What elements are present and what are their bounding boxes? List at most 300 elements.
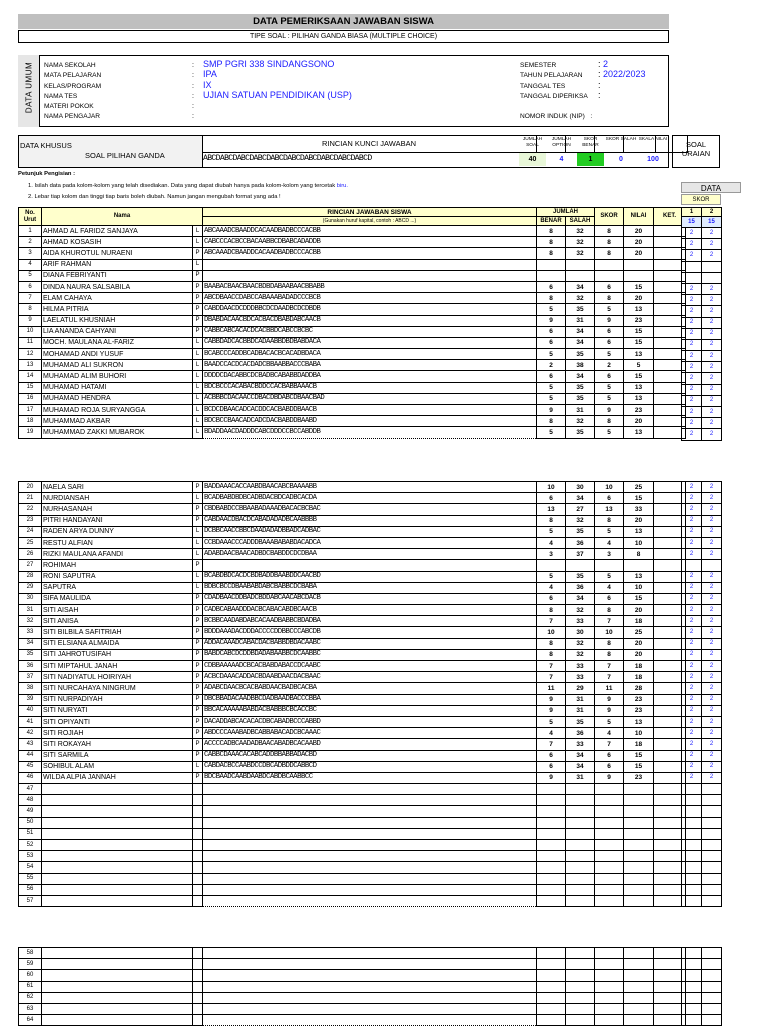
- student-name[interactable]: RADEN ARYA DUNNY: [42, 526, 193, 537]
- uraian-score-1[interactable]: 2: [682, 694, 702, 705]
- uraian-score-1[interactable]: [682, 560, 702, 571]
- uraian-score-2[interactable]: [702, 806, 722, 817]
- student-answers[interactable]: DBCBBADACAADBBCDADBAADBACCCBBA: [203, 694, 537, 705]
- uraian-score-1[interactable]: 2: [682, 683, 702, 694]
- student-gender[interactable]: P: [193, 560, 203, 571]
- student-gender[interactable]: L: [193, 237, 203, 248]
- uraian-score-2[interactable]: 2: [702, 616, 722, 627]
- uraian-score-1[interactable]: 2: [682, 772, 702, 783]
- v-jumlah-option[interactable]: 4: [559, 156, 564, 163]
- student-gender[interactable]: L: [193, 337, 203, 348]
- student-gender[interactable]: [193, 873, 203, 884]
- student-answers[interactable]: BAADCCACDCACDADCBBAABBACCCBABA: [203, 360, 537, 371]
- student-name[interactable]: AIDA KHUROTUL NURAENI: [42, 248, 193, 259]
- student-answers[interactable]: [203, 895, 537, 906]
- student-name[interactable]: DIANA FEBRIYANTI: [42, 270, 193, 281]
- uraian-score-2[interactable]: [702, 862, 722, 873]
- student-answers[interactable]: ABDCCCAAABADBCABBABACADCBCAAAC: [203, 728, 537, 739]
- student-name[interactable]: SITI JAHROTUSIFAH: [42, 649, 193, 660]
- student-answers[interactable]: ADDACAAADCABACDACBABBDBDACAABC: [203, 638, 537, 649]
- uraian-score-1[interactable]: [682, 828, 702, 839]
- uraian-score-1[interactable]: [682, 817, 702, 828]
- student-name[interactable]: PITRI HANDAYANI: [42, 515, 193, 526]
- uraian-score-1[interactable]: 2: [682, 373, 702, 384]
- uraian-score-1[interactable]: 2: [682, 250, 702, 261]
- uraian-score-2[interactable]: 2: [702, 683, 722, 694]
- uraian-score-2[interactable]: 2: [702, 482, 722, 493]
- uraian-score-1[interactable]: 2: [682, 716, 702, 727]
- student-answers[interactable]: DDDDCDACABBCDCBADBCABABBDADDBA: [203, 371, 537, 382]
- uraian-score-1[interactable]: 2: [682, 328, 702, 339]
- student-name[interactable]: HILMA PITRIA: [42, 304, 193, 315]
- student-gender[interactable]: P: [193, 482, 203, 493]
- student-name[interactable]: MUHAMAD ALI SUKRON: [42, 360, 193, 371]
- uraian-score-1[interactable]: 2: [682, 739, 702, 750]
- student-name[interactable]: WILDA ALPIA JANNAH: [42, 772, 193, 783]
- student-answers[interactable]: BDCBAADCAABDAABDCABDBCAABBCC: [203, 772, 537, 783]
- student-name[interactable]: MUHAMMAD AKBAR: [42, 416, 193, 427]
- student-gender[interactable]: P: [193, 504, 203, 515]
- student-answers[interactable]: ACCCCADBCAADADBAACABADBCACAABD: [203, 739, 537, 750]
- student-name[interactable]: SIFA MAULIDA: [42, 593, 193, 604]
- uraian-score-2[interactable]: 2: [702, 228, 722, 239]
- uraian-score-2[interactable]: 2: [702, 772, 722, 783]
- uraian-score-1[interactable]: 2: [682, 549, 702, 560]
- student-gender[interactable]: [193, 806, 203, 817]
- student-gender[interactable]: [193, 840, 203, 851]
- student-gender[interactable]: P: [193, 705, 203, 716]
- uraian-score-1[interactable]: [682, 795, 702, 806]
- student-answers[interactable]: CDADBAACDDBADCBDDABCAACABCDACB: [203, 593, 537, 604]
- student-gender[interactable]: [193, 862, 203, 873]
- student-name[interactable]: SITI SARMILA: [42, 750, 193, 761]
- student-gender[interactable]: P: [193, 638, 203, 649]
- uraian-score-1[interactable]: [682, 1015, 702, 1026]
- uraian-score-1[interactable]: [682, 992, 702, 1003]
- student-name[interactable]: SITI ROKAYAH: [42, 739, 193, 750]
- student-name[interactable]: SITI OPIYANTI: [42, 716, 193, 727]
- student-answers[interactable]: [203, 992, 537, 1003]
- v-skor-benar[interactable]: 1: [577, 153, 604, 166]
- student-name[interactable]: LIA ANANDA CAHYANI: [42, 326, 193, 337]
- uraian-score-2[interactable]: 2: [702, 593, 722, 604]
- value-semester[interactable]: 2: [603, 59, 609, 69]
- uraian-score-2[interactable]: 2: [702, 526, 722, 537]
- student-answers[interactable]: [203, 828, 537, 839]
- student-answers[interactable]: CABDAACDBACDCABADADADBCAABBBB: [203, 515, 537, 526]
- student-name[interactable]: [42, 873, 193, 884]
- uraian-score-2[interactable]: [702, 895, 722, 906]
- student-gender[interactable]: P: [193, 515, 203, 526]
- uraian-score-1[interactable]: 2: [682, 395, 702, 406]
- student-name[interactable]: [42, 1003, 193, 1014]
- student-name[interactable]: SITI NADIYATUL HOIRIYAH: [42, 672, 193, 683]
- uraian-score-2[interactable]: 2: [702, 638, 722, 649]
- value-nama-tes[interactable]: UJIAN SATUAN PENDIDIKAN (USP): [203, 89, 352, 100]
- student-answers[interactable]: BABDCABCDCDDBDADABAABBCDCAABBC: [203, 649, 537, 660]
- uraian-max-2[interactable]: 15: [702, 217, 722, 228]
- uraian-score-2[interactable]: 2: [702, 504, 722, 515]
- student-answers[interactable]: ACBCDAAACADDACBDAABDAACDACBAAC: [203, 672, 537, 683]
- uraian-score-2[interactable]: [702, 981, 722, 992]
- student-answers[interactable]: [203, 959, 537, 970]
- student-answers[interactable]: [203, 806, 537, 817]
- uraian-score-2[interactable]: [702, 261, 722, 272]
- student-name[interactable]: RIZKI MAULANA AFANDI: [42, 549, 193, 560]
- student-gender[interactable]: L: [193, 382, 203, 393]
- v-skala-nilai[interactable]: 100: [647, 156, 659, 163]
- uraian-score-1[interactable]: 2: [682, 239, 702, 250]
- uraian-score-1[interactable]: [682, 981, 702, 992]
- student-name[interactable]: AHMAD AL FARIDZ SANJAYA: [42, 226, 193, 237]
- student-gender[interactable]: [193, 828, 203, 839]
- student-answers[interactable]: ABCDBAACCDABCCABAAABADADCCCBCB: [203, 293, 537, 304]
- uraian-score-2[interactable]: 2: [702, 295, 722, 306]
- student-gender[interactable]: [193, 959, 203, 970]
- uraian-score-1[interactable]: 2: [682, 638, 702, 649]
- student-gender[interactable]: L: [193, 349, 203, 360]
- student-gender[interactable]: L: [193, 427, 203, 438]
- uraian-score-1[interactable]: 2: [682, 504, 702, 515]
- student-gender[interactable]: P: [193, 593, 203, 604]
- student-answers[interactable]: BAABACBAACBAACBDBDABAABAACBBABB: [203, 281, 537, 292]
- student-gender[interactable]: P: [193, 661, 203, 672]
- student-name[interactable]: SOHIBUL ALAM: [42, 761, 193, 772]
- student-answers[interactable]: [203, 851, 537, 862]
- student-answers[interactable]: CBDBABDCCBBAABADAAADBACACBCBAC: [203, 504, 537, 515]
- student-name[interactable]: [42, 981, 193, 992]
- uraian-score-2[interactable]: 2: [702, 493, 722, 504]
- student-name[interactable]: [42, 970, 193, 981]
- value-tahun[interactable]: 2022/2023: [603, 69, 646, 80]
- student-answers[interactable]: [203, 259, 537, 270]
- student-answers[interactable]: [203, 981, 537, 992]
- uraian-score-2[interactable]: 2: [702, 407, 722, 418]
- student-answers[interactable]: BCABCCCADDBCADBACACBCACADBDACA: [203, 349, 537, 360]
- student-answers[interactable]: [203, 817, 537, 828]
- student-name[interactable]: [42, 795, 193, 806]
- uraian-score-1[interactable]: 2: [682, 627, 702, 638]
- uraian-score-2[interactable]: 2: [702, 317, 722, 328]
- student-name[interactable]: SITI NURYATI: [42, 705, 193, 716]
- student-answers[interactable]: DCBBCAACCBBCDAADADADBBADCADBAC: [203, 526, 537, 537]
- uraian-score-1[interactable]: 2: [682, 728, 702, 739]
- uraian-score-2[interactable]: [702, 840, 722, 851]
- uraian-score-1[interactable]: 2: [682, 750, 702, 761]
- uraian-score-1[interactable]: 2: [682, 537, 702, 548]
- uraian-score-2[interactable]: 2: [702, 571, 722, 582]
- student-gender[interactable]: P: [193, 728, 203, 739]
- uraian-score-1[interactable]: [682, 895, 702, 906]
- student-gender[interactable]: P: [193, 326, 203, 337]
- student-gender[interactable]: P: [193, 605, 203, 616]
- student-gender[interactable]: P: [193, 281, 203, 292]
- student-gender[interactable]: L: [193, 405, 203, 416]
- student-answers[interactable]: BDADDAACDADDDCABCDDDCCBCCABDDB: [203, 427, 537, 438]
- student-answers[interactable]: [203, 784, 537, 795]
- uraian-score-1[interactable]: 2: [682, 661, 702, 672]
- uraian-score-1[interactable]: 2: [682, 571, 702, 582]
- uraian-score-2[interactable]: 2: [702, 362, 722, 373]
- student-answers[interactable]: [203, 270, 537, 281]
- uraian-score-2[interactable]: [702, 817, 722, 828]
- student-name[interactable]: [42, 884, 193, 895]
- uraian-score-1[interactable]: 2: [682, 593, 702, 604]
- uraian-score-2[interactable]: 2: [702, 384, 722, 395]
- student-gender[interactable]: L: [193, 416, 203, 427]
- uraian-score-1[interactable]: 2: [682, 482, 702, 493]
- student-name[interactable]: SITI ELSIANA ALMAIDA: [42, 638, 193, 649]
- uraian-score-1[interactable]: 2: [682, 493, 702, 504]
- student-name[interactable]: SITI AISAH: [42, 605, 193, 616]
- uraian-score-1[interactable]: 2: [682, 407, 702, 418]
- uraian-score-2[interactable]: 2: [702, 750, 722, 761]
- uraian-score-1[interactable]: [682, 959, 702, 970]
- student-answers[interactable]: CDBBAAAAADCBCACBABDABACCDCAABC: [203, 661, 537, 672]
- uraian-score-1[interactable]: [682, 862, 702, 873]
- student-name[interactable]: [42, 1015, 193, 1026]
- student-gender[interactable]: L: [193, 549, 203, 560]
- student-name[interactable]: SITI ANISA: [42, 616, 193, 627]
- student-answers[interactable]: BCADBABDBDBCADBDACBDCADBCACDA: [203, 493, 537, 504]
- uraian-max-1[interactable]: 15: [682, 217, 702, 228]
- student-answers[interactable]: [203, 873, 537, 884]
- uraian-score-2[interactable]: [702, 959, 722, 970]
- kunci-jawaban[interactable]: ABCDABCDABCDABCDABCDABCDABCDABCDABCDABCD: [203, 154, 372, 163]
- uraian-score-2[interactable]: 2: [702, 649, 722, 660]
- uraian-score-2[interactable]: 2: [702, 605, 722, 616]
- uraian-score-1[interactable]: 2: [682, 582, 702, 593]
- value-mata-pelajaran[interactable]: IPA: [203, 69, 217, 80]
- uraian-score-1[interactable]: [682, 970, 702, 981]
- student-answers[interactable]: CADBCABAADDDACBCABACABDBCAACB: [203, 605, 537, 616]
- student-answers[interactable]: ACBBBCDACAACCDBACDBDABCDBAACBAD: [203, 393, 537, 404]
- student-gender[interactable]: P: [193, 716, 203, 727]
- student-name[interactable]: MUHAMAD ROJA SURYANGGA: [42, 405, 193, 416]
- uraian-score-1[interactable]: [682, 272, 702, 283]
- student-gender[interactable]: L: [193, 537, 203, 548]
- student-name[interactable]: MUHAMAD HATAMI: [42, 382, 193, 393]
- student-name[interactable]: MUHAMAD HENDRA: [42, 393, 193, 404]
- uraian-score-2[interactable]: [702, 795, 722, 806]
- student-answers[interactable]: [203, 884, 537, 895]
- student-answers[interactable]: BCBBCAADABDABCACAADBABBCBDADBA: [203, 616, 537, 627]
- uraian-score-1[interactable]: 2: [682, 351, 702, 362]
- student-answers[interactable]: CABDACBCCAABDCCDBCADBDDCABBCD: [203, 761, 537, 772]
- uraian-score-2[interactable]: 2: [702, 672, 722, 683]
- uraian-score-2[interactable]: 2: [702, 627, 722, 638]
- student-gender[interactable]: P: [193, 772, 203, 783]
- uraian-score-1[interactable]: 2: [682, 761, 702, 772]
- uraian-score-1[interactable]: 2: [682, 616, 702, 627]
- student-gender[interactable]: P: [193, 750, 203, 761]
- student-answers[interactable]: [203, 862, 537, 873]
- uraian-score-1[interactable]: [682, 1003, 702, 1014]
- student-answers[interactable]: [203, 560, 537, 571]
- student-name[interactable]: RESTU ALFIAN: [42, 537, 193, 548]
- student-gender[interactable]: L: [193, 360, 203, 371]
- student-answers[interactable]: BDDDAAADACDDDACCCCDDBBCCCABCDB: [203, 627, 537, 638]
- student-answers[interactable]: BCDCDBAACADCACDDCACBABDDBAACB: [203, 405, 537, 416]
- student-name[interactable]: [42, 862, 193, 873]
- student-gender[interactable]: [193, 1003, 203, 1014]
- student-name[interactable]: SITI NURCAHAYA NINGRUM: [42, 683, 193, 694]
- student-gender[interactable]: L: [193, 493, 203, 504]
- uraian-score-2[interactable]: 2: [702, 339, 722, 350]
- uraian-score-2[interactable]: 2: [702, 716, 722, 727]
- student-gender[interactable]: P: [193, 672, 203, 683]
- student-gender[interactable]: P: [193, 270, 203, 281]
- uraian-score-1[interactable]: 2: [682, 515, 702, 526]
- student-gender[interactable]: [193, 817, 203, 828]
- student-answers[interactable]: [203, 840, 537, 851]
- student-answers[interactable]: BDCBCCCACABACBDDCCACBABBAAACB: [203, 382, 537, 393]
- student-name[interactable]: MOCH. MAULANA AL-FARIZ: [42, 337, 193, 348]
- student-answers[interactable]: ADABDAACBAACADBDCBABDDCDCDBAA: [203, 549, 537, 560]
- student-gender[interactable]: L: [193, 393, 203, 404]
- uraian-score-1[interactable]: 2: [682, 526, 702, 537]
- uraian-score-2[interactable]: 2: [702, 728, 722, 739]
- student-gender[interactable]: P: [193, 649, 203, 660]
- uraian-score-1[interactable]: [682, 948, 702, 959]
- student-answers[interactable]: [203, 1003, 537, 1014]
- student-answers[interactable]: [203, 795, 537, 806]
- uraian-score-1[interactable]: 2: [682, 362, 702, 373]
- student-name[interactable]: MUHAMMAD ZAKKI MUBAROK: [42, 427, 193, 438]
- student-name[interactable]: [42, 895, 193, 906]
- student-answers[interactable]: ABCAAADCBAADDCACAADBADBCCCACBB: [203, 226, 537, 237]
- uraian-score-1[interactable]: 2: [682, 649, 702, 660]
- student-gender[interactable]: [193, 981, 203, 992]
- student-answers[interactable]: BADDAAACACCAABDBAACABCBAAAABB: [203, 482, 537, 493]
- uraian-score-1[interactable]: [682, 884, 702, 895]
- value-nama-sekolah[interactable]: SMP PGRI 338 SINDANGSONO: [203, 59, 335, 69]
- uraian-score-2[interactable]: 2: [702, 283, 722, 294]
- student-gender[interactable]: L: [193, 226, 203, 237]
- uraian-score-2[interactable]: 2: [702, 661, 722, 672]
- student-answers[interactable]: BDCBCCBAACADCADCDACBABDDBAABD: [203, 416, 537, 427]
- v-skor-salah[interactable]: 0: [619, 156, 623, 163]
- student-answers[interactable]: CABBDADCACBBDCADAABBDBDBABDACA: [203, 337, 537, 348]
- uraian-score-1[interactable]: [682, 851, 702, 862]
- student-gender[interactable]: [193, 970, 203, 981]
- student-gender[interactable]: L: [193, 582, 203, 593]
- student-gender[interactable]: P: [193, 248, 203, 259]
- student-gender[interactable]: L: [193, 526, 203, 537]
- uraian-score-2[interactable]: [702, 851, 722, 862]
- uraian-score-2[interactable]: [702, 948, 722, 959]
- student-name[interactable]: ROHIMAH: [42, 560, 193, 571]
- student-name[interactable]: NAELA SARI: [42, 482, 193, 493]
- student-gender[interactable]: [193, 895, 203, 906]
- student-answers[interactable]: [203, 1015, 537, 1026]
- student-name[interactable]: SAPUTRA: [42, 582, 193, 593]
- uraian-score-2[interactable]: 2: [702, 739, 722, 750]
- student-answers[interactable]: BCABDBDCACDCBDBADDBAABDDCAACBD: [203, 571, 537, 582]
- student-answers[interactable]: CABCCCACBCCBACAABBCDBABCADADDB: [203, 237, 537, 248]
- uraian-score-1[interactable]: 2: [682, 339, 702, 350]
- uraian-score-1[interactable]: 2: [682, 295, 702, 306]
- student-gender[interactable]: P: [193, 315, 203, 326]
- uraian-score-1[interactable]: 2: [682, 283, 702, 294]
- student-gender[interactable]: L: [193, 571, 203, 582]
- student-name[interactable]: AHMAD KOSASIH: [42, 237, 193, 248]
- student-name[interactable]: [42, 840, 193, 851]
- uraian-score-2[interactable]: [702, 992, 722, 1003]
- student-name[interactable]: DINDA NAURA SALSABILA: [42, 281, 193, 292]
- uraian-score-2[interactable]: 2: [702, 549, 722, 560]
- uraian-score-1[interactable]: [682, 784, 702, 795]
- uraian-score-2[interactable]: [702, 1003, 722, 1014]
- uraian-score-1[interactable]: 2: [682, 418, 702, 429]
- student-gender[interactable]: P: [193, 694, 203, 705]
- uraian-score-1[interactable]: 2: [682, 306, 702, 317]
- uraian-score-2[interactable]: [702, 970, 722, 981]
- uraian-score-1[interactable]: [682, 261, 702, 272]
- student-answers[interactable]: DBABDACAACBDCACBACDBABDABCAACB: [203, 315, 537, 326]
- uraian-score-2[interactable]: [702, 272, 722, 283]
- uraian-score-2[interactable]: 2: [702, 429, 722, 440]
- uraian-score-2[interactable]: [702, 884, 722, 895]
- student-name[interactable]: [42, 851, 193, 862]
- student-name[interactable]: MUHAMAD ALIM BUHORI: [42, 371, 193, 382]
- student-gender[interactable]: P: [193, 293, 203, 304]
- uraian-score-2[interactable]: 2: [702, 537, 722, 548]
- student-name[interactable]: [42, 817, 193, 828]
- student-answers[interactable]: CCBDAAACCCADDDBAAABABABDACADCA: [203, 537, 537, 548]
- student-gender[interactable]: P: [193, 683, 203, 694]
- student-answers[interactable]: BDBCBCCDBAABABDABCBABBCDCBABA: [203, 582, 537, 593]
- uraian-score-2[interactable]: [702, 784, 722, 795]
- uraian-score-1[interactable]: 2: [682, 429, 702, 440]
- uraian-score-2[interactable]: 2: [702, 418, 722, 429]
- uraian-score-2[interactable]: [702, 873, 722, 884]
- student-gender[interactable]: L: [193, 259, 203, 270]
- student-gender[interactable]: [193, 851, 203, 862]
- uraian-score-2[interactable]: [702, 560, 722, 571]
- student-gender[interactable]: [193, 884, 203, 895]
- uraian-score-1[interactable]: 2: [682, 228, 702, 239]
- student-gender[interactable]: L: [193, 371, 203, 382]
- uraian-score-2[interactable]: 2: [702, 761, 722, 772]
- student-gender[interactable]: P: [193, 739, 203, 750]
- student-gender[interactable]: L: [193, 761, 203, 772]
- student-gender[interactable]: P: [193, 627, 203, 638]
- uraian-score-1[interactable]: 2: [682, 605, 702, 616]
- student-answers[interactable]: [203, 970, 537, 981]
- uraian-score-2[interactable]: 2: [702, 694, 722, 705]
- uraian-score-2[interactable]: [702, 1015, 722, 1026]
- student-name[interactable]: SITI NURPADIYAH: [42, 694, 193, 705]
- student-name[interactable]: SITI ROJIAH: [42, 728, 193, 739]
- uraian-score-2[interactable]: 2: [702, 373, 722, 384]
- uraian-score-1[interactable]: [682, 806, 702, 817]
- uraian-score-2[interactable]: 2: [702, 351, 722, 362]
- uraian-score-1[interactable]: 2: [682, 672, 702, 683]
- student-name[interactable]: [42, 992, 193, 1003]
- student-name[interactable]: NURDIANSAH: [42, 493, 193, 504]
- student-answers[interactable]: ABCAAADCBAADDCACAADBADBCCCACBB: [203, 248, 537, 259]
- student-name[interactable]: ARIF RAHMAN: [42, 259, 193, 270]
- uraian-score-1[interactable]: 2: [682, 705, 702, 716]
- student-answers[interactable]: ADABCDAACBCACBABDAACBADBCACBA: [203, 683, 537, 694]
- student-name[interactable]: SITI BILBILA SAFITRIAH: [42, 627, 193, 638]
- student-name[interactable]: [42, 948, 193, 959]
- student-name[interactable]: LAELATUL KHUSNIAH: [42, 315, 193, 326]
- student-gender[interactable]: P: [193, 304, 203, 315]
- student-answers[interactable]: CABBCDAAACACABCADDBBABBADACBD: [203, 750, 537, 761]
- student-gender[interactable]: [193, 992, 203, 1003]
